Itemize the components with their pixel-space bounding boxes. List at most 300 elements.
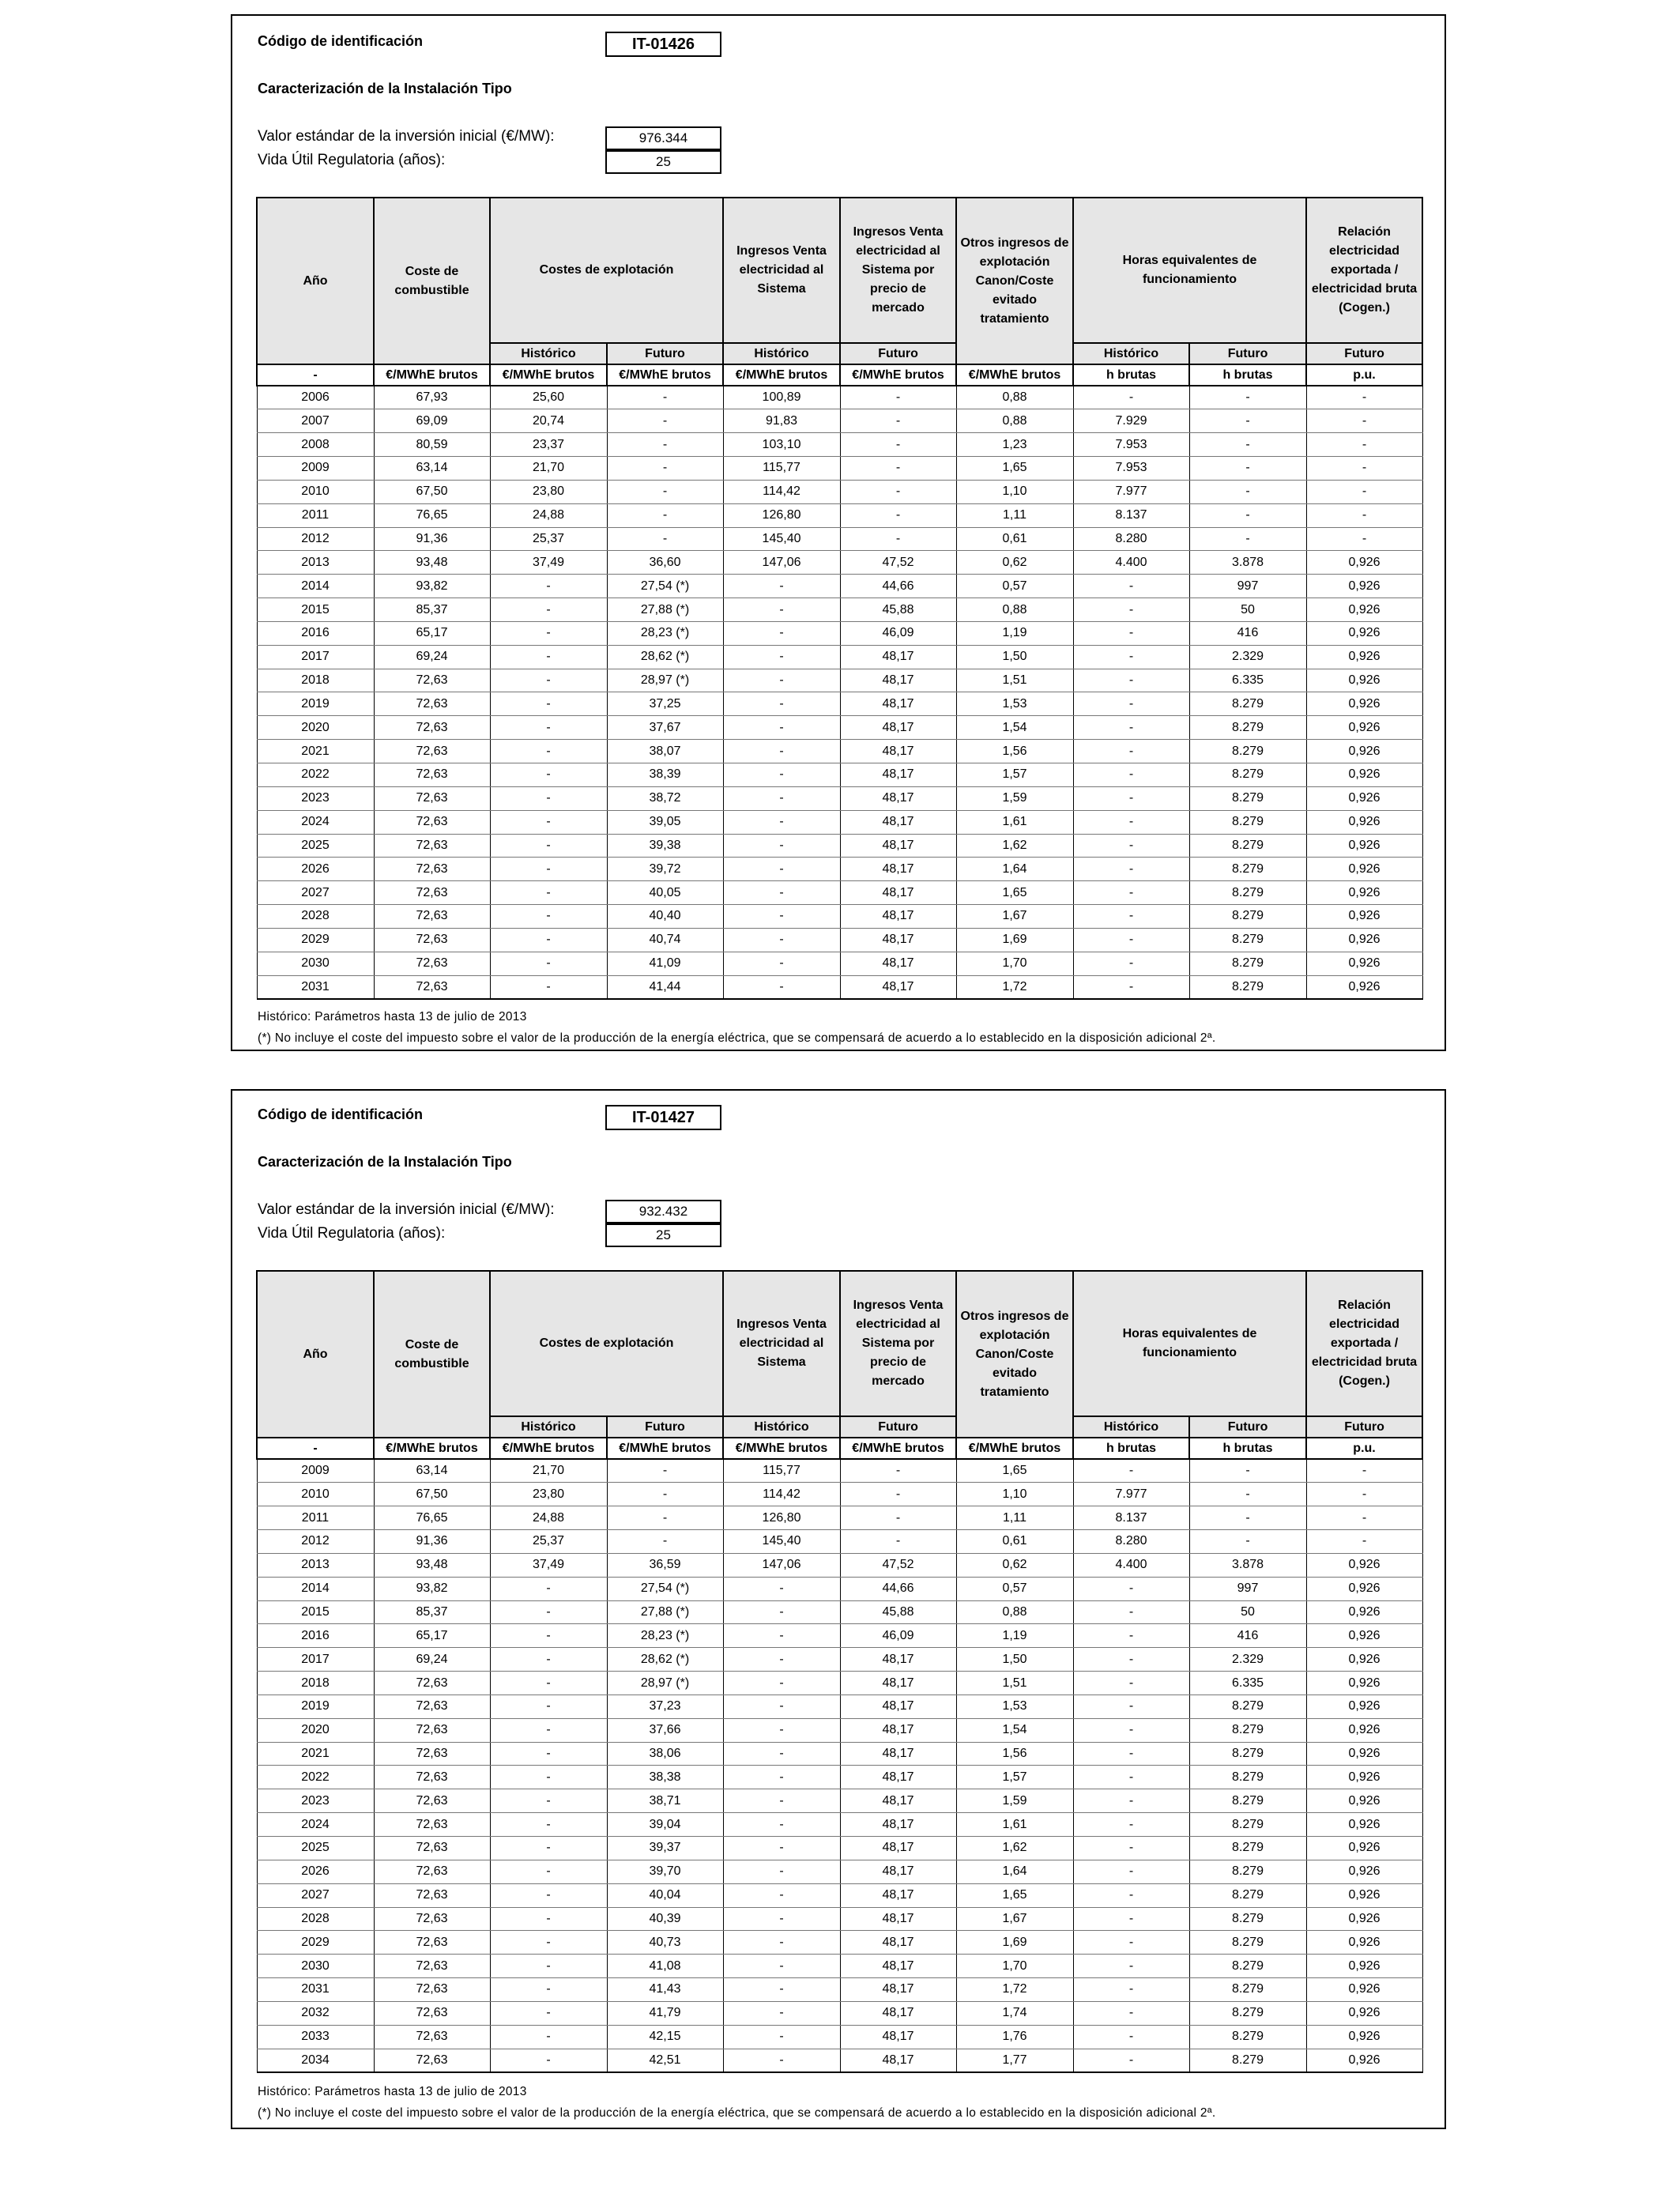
table-cell: 8.279 (1189, 1718, 1306, 1742)
unit-mwhe: €/MWhE brutos (723, 1438, 840, 1459)
unit-mwhe: €/MWhE brutos (374, 1438, 490, 1459)
table-cell: 8.279 (1189, 1837, 1306, 1860)
table-cell: - (723, 575, 840, 598)
table-cell: - (1306, 1506, 1422, 1530)
table-cell: 72,63 (374, 2001, 490, 2025)
table-cell: 48,17 (840, 928, 956, 952)
unit-mwhe: €/MWhE brutos (607, 1438, 723, 1459)
table-cell: - (723, 810, 840, 834)
table-cell: 41,44 (607, 975, 723, 999)
table-cell: 72,63 (374, 834, 490, 858)
table-row (257, 786, 1422, 810)
table-cell: 48,17 (840, 1766, 956, 1789)
table-cell: 0,62 (956, 1553, 1073, 1577)
table-cell: 23,80 (490, 1483, 607, 1506)
subheader-futuro: Futuro (1306, 1416, 1422, 1438)
table-cell: - (1189, 480, 1306, 503)
table-cell: - (1073, 598, 1189, 622)
table-cell: 91,36 (374, 527, 490, 551)
table-cell: 7.953 (1073, 457, 1189, 481)
table-row (257, 740, 1422, 763)
table-cell: 0,926 (1306, 975, 1422, 999)
table-cell: 1,50 (956, 645, 1073, 669)
table-cell: 126,80 (723, 503, 840, 527)
table-cell: 0,926 (1306, 928, 1422, 952)
table-cell: - (723, 692, 840, 716)
table-cell: 0,926 (1306, 1742, 1422, 1766)
table-cell: 67,93 (374, 386, 490, 409)
table-cell: - (1073, 1907, 1189, 1931)
table-cell: 72,63 (374, 1742, 490, 1766)
life-label: Vida Útil Regulatoria (años): (258, 1225, 446, 1242)
investment-value: 976.344 (605, 126, 721, 150)
table-cell: - (1073, 386, 1189, 409)
table-cell: 147,06 (723, 551, 840, 575)
table-cell: 72,63 (374, 786, 490, 810)
investment-value: 932.432 (605, 1200, 721, 1223)
table-cell: 48,17 (840, 716, 956, 740)
unit-h: h brutas (1073, 1438, 1189, 1459)
table-cell: 48,17 (840, 1718, 956, 1742)
table-cell: 2012 (257, 1530, 374, 1554)
table-cell: 48,17 (840, 645, 956, 669)
unit-pu: p.u. (1306, 1438, 1422, 1459)
table-row (257, 1672, 1422, 1695)
table-cell: 2023 (257, 1789, 374, 1813)
table-cell: 72,63 (374, 1860, 490, 1883)
table-cell: - (723, 1600, 840, 1624)
code-label: Código de identificación (258, 33, 424, 49)
table-cell: - (723, 1837, 840, 1860)
table-cell: 1,65 (956, 1459, 1073, 1483)
table-cell: 8.280 (1073, 527, 1189, 551)
table-cell: 48,17 (840, 1883, 956, 1907)
table-cell: 7.977 (1073, 480, 1189, 503)
table-cell: 48,17 (840, 1648, 956, 1672)
table-cell: 8.279 (1189, 952, 1306, 975)
table-cell: - (1189, 1530, 1306, 1554)
table-cell: 48,17 (840, 1978, 956, 2002)
unit-anio: - (257, 1438, 374, 1459)
table-cell: 72,63 (374, 928, 490, 952)
table-cell: 48,17 (840, 669, 956, 692)
table-cell: 2025 (257, 834, 374, 858)
table-cell: - (723, 1931, 840, 1955)
table-cell: - (723, 2001, 840, 2025)
table-cell: 997 (1189, 575, 1306, 598)
table-cell: - (490, 1742, 607, 1766)
table-cell: 41,08 (607, 1955, 723, 1978)
table-cell: - (723, 1648, 840, 1672)
table-row (257, 480, 1422, 503)
table-cell: 1,62 (956, 834, 1073, 858)
table-cell: - (1189, 503, 1306, 527)
table-cell: 46,09 (840, 621, 956, 645)
table-cell: 4.400 (1073, 1553, 1189, 1577)
table-cell: 25,37 (490, 527, 607, 551)
table-cell: 0,926 (1306, 1600, 1422, 1624)
table-cell: - (1073, 928, 1189, 952)
table-cell: 147,06 (723, 1553, 840, 1577)
table-cell: 48,17 (840, 952, 956, 975)
table-cell: 2016 (257, 621, 374, 645)
table-cell: 72,63 (374, 716, 490, 740)
table-cell: - (840, 480, 956, 503)
table-cell: - (723, 1860, 840, 1883)
table-cell: 1,67 (956, 905, 1073, 929)
table-cell: 36,60 (607, 551, 723, 575)
table-cell: 2029 (257, 1931, 374, 1955)
table-row (257, 433, 1422, 457)
table-cell: 0,926 (1306, 810, 1422, 834)
table-cell: 27,54 (*) (607, 1577, 723, 1600)
table-cell: - (607, 503, 723, 527)
table-cell: 24,88 (490, 1506, 607, 1530)
table-cell: 2029 (257, 928, 374, 952)
table-cell: 23,37 (490, 433, 607, 457)
code-value: IT-01427 (605, 1105, 721, 1130)
table-cell: - (1306, 503, 1422, 527)
table-cell: 39,70 (607, 1860, 723, 1883)
table-cell: 39,72 (607, 858, 723, 881)
table-cell: 8.137 (1073, 1506, 1189, 1530)
table-cell: 0,88 (956, 386, 1073, 409)
table-cell: 8.279 (1189, 881, 1306, 905)
table-row (257, 598, 1422, 622)
table-cell: 2025 (257, 1837, 374, 1860)
table-cell: - (490, 1907, 607, 1931)
table-row (257, 716, 1422, 740)
table-cell: 69,24 (374, 1648, 490, 1672)
table-cell: 63,14 (374, 457, 490, 481)
table-cell: 27,88 (*) (607, 1600, 723, 1624)
table-cell: 8.279 (1189, 740, 1306, 763)
installation-sheet-it-01427 (231, 1089, 1446, 2129)
subheader-historico: Histórico (723, 343, 840, 364)
table-cell: - (723, 905, 840, 929)
table-cell: 47,52 (840, 1553, 956, 1577)
table-cell: 37,25 (607, 692, 723, 716)
table-cell: 0,926 (1306, 881, 1422, 905)
table-cell: 65,17 (374, 621, 490, 645)
table-cell: 2019 (257, 1695, 374, 1718)
table-cell: 2020 (257, 1718, 374, 1742)
table-cell: 0,926 (1306, 1789, 1422, 1813)
table-cell: - (723, 740, 840, 763)
table-cell: 1,51 (956, 1672, 1073, 1695)
table-cell: 8.279 (1189, 763, 1306, 787)
table-cell: 2028 (257, 1907, 374, 1931)
table-cell: - (607, 480, 723, 503)
table-cell: - (490, 669, 607, 692)
table-cell: 2018 (257, 1672, 374, 1695)
table-cell: - (607, 527, 723, 551)
table-cell: 0,926 (1306, 858, 1422, 881)
table-cell: 2009 (257, 1459, 374, 1483)
table-cell: 41,43 (607, 1978, 723, 2002)
table-cell: 40,04 (607, 1883, 723, 1907)
table-row (257, 1860, 1422, 1883)
table-cell: 2027 (257, 1883, 374, 1907)
table-cell: 37,66 (607, 1718, 723, 1742)
table-cell: 72,63 (374, 1813, 490, 1837)
table-cell: 0,926 (1306, 834, 1422, 858)
table-cell: - (1306, 1530, 1422, 1554)
table-cell: 2031 (257, 975, 374, 999)
header-ingresos-mercado: Ingresos Venta electricidad al Sistema por precio de mercado (840, 1271, 956, 1416)
header-otros-ingresos: Otros ingresos de explotación Canon/Coste evitado tratamiento (956, 198, 1073, 364)
note-asterisk: (*) No incluye el coste del impuesto sobre el valor de la producción de la energía eléctrica, que se compensará de acuerdo a lo establecido en la disposición adicional 2ª. (258, 1031, 1216, 1045)
table-cell: 48,17 (840, 1742, 956, 1766)
table-cell: 38,06 (607, 1742, 723, 1766)
table-cell: 1,61 (956, 1813, 1073, 1837)
table-cell: 0,926 (1306, 1766, 1422, 1789)
table-cell: 93,48 (374, 1553, 490, 1577)
table-cell: - (1073, 575, 1189, 598)
table-row (257, 386, 1422, 409)
table-cell: 48,17 (840, 1837, 956, 1860)
subheader-futuro: Futuro (1306, 343, 1422, 364)
table-cell: - (1073, 1672, 1189, 1695)
table-cell: - (1189, 1506, 1306, 1530)
table-cell: 8.279 (1189, 834, 1306, 858)
table-cell: - (723, 2025, 840, 2049)
table-cell: 0,926 (1306, 1718, 1422, 1742)
table-cell: 39,37 (607, 1837, 723, 1860)
table-cell: - (490, 1955, 607, 1978)
table-cell: 85,37 (374, 598, 490, 622)
table-cell: 0,926 (1306, 669, 1422, 692)
table-row (257, 1931, 1422, 1955)
table-cell: - (490, 692, 607, 716)
table-cell: 28,97 (*) (607, 1672, 723, 1695)
table-cell: 114,42 (723, 480, 840, 503)
table-cell: 2030 (257, 952, 374, 975)
table-cell: - (723, 1907, 840, 1931)
table-row (257, 1907, 1422, 1931)
table-cell: 103,10 (723, 433, 840, 457)
table-cell: 0,926 (1306, 1931, 1422, 1955)
unit-pu: p.u. (1306, 364, 1422, 386)
table-cell: 72,63 (374, 1672, 490, 1695)
table-cell: 2009 (257, 457, 374, 481)
table-cell: 46,09 (840, 1624, 956, 1648)
note-historico: Histórico: Parámetros hasta 13 de julio de 2013 (258, 1010, 527, 1023)
table-cell: 93,82 (374, 575, 490, 598)
table-cell: 63,14 (374, 1459, 490, 1483)
table-cell: 48,17 (840, 740, 956, 763)
table-cell: 1,61 (956, 810, 1073, 834)
table-cell: - (607, 433, 723, 457)
table-cell: 2012 (257, 527, 374, 551)
table-cell: - (723, 1718, 840, 1742)
table-cell: - (490, 2025, 607, 2049)
table-cell: - (607, 409, 723, 433)
note-asterisk: (*) No incluye el coste del impuesto sobre el valor de la producción de la energía eléctrica, que se compensará de acuerdo a lo establecido en la disposición adicional 2ª. (258, 2106, 1216, 2120)
table-cell: 115,77 (723, 457, 840, 481)
table-cell: 48,17 (840, 905, 956, 929)
unit-mwhe: €/MWhE brutos (956, 364, 1073, 386)
table-cell: 0,57 (956, 1577, 1073, 1600)
table-cell: 72,63 (374, 1766, 490, 1789)
table-body (257, 386, 1422, 999)
table-cell: 1,74 (956, 2001, 1073, 2025)
table-cell: 47,52 (840, 551, 956, 575)
header-horas: Horas equivalentes de funcionamiento (1073, 198, 1306, 343)
table-cell: - (490, 1672, 607, 1695)
table-cell: - (1306, 386, 1422, 409)
table-cell: - (1073, 1695, 1189, 1718)
table-cell: - (723, 1883, 840, 1907)
table-cell: 2027 (257, 881, 374, 905)
table-cell: - (723, 669, 840, 692)
table-cell: 0,926 (1306, 1860, 1422, 1883)
table-row (257, 1648, 1422, 1672)
table-cell: 48,17 (840, 1695, 956, 1718)
header-anio: Año (257, 198, 374, 364)
table-cell: - (723, 786, 840, 810)
table-cell: - (490, 1978, 607, 2002)
table-cell: 2032 (257, 2001, 374, 2025)
table-cell: 0,926 (1306, 1648, 1422, 1672)
table-cell: - (840, 433, 956, 457)
table-row (257, 1978, 1422, 2002)
table-row (257, 669, 1422, 692)
table-cell: 38,72 (607, 786, 723, 810)
table-cell: - (490, 1600, 607, 1624)
table-cell: - (723, 1577, 840, 1600)
unit-h: h brutas (1189, 1438, 1306, 1459)
table-cell: 8.279 (1189, 905, 1306, 929)
table-row (257, 1742, 1422, 1766)
table-cell: - (1073, 669, 1189, 692)
table-cell: - (1073, 1766, 1189, 1789)
table-cell: - (1073, 858, 1189, 881)
table-cell: 37,23 (607, 1695, 723, 1718)
installation-sheet-it-01426 (231, 14, 1446, 1051)
table-cell: - (490, 786, 607, 810)
table-cell: 72,63 (374, 669, 490, 692)
table-cell: 20,74 (490, 409, 607, 433)
table-cell: - (1073, 1978, 1189, 2002)
table-cell: 1,69 (956, 928, 1073, 952)
subheader-futuro: Futuro (607, 1416, 723, 1438)
table-cell: 1,10 (956, 1483, 1073, 1506)
table-cell: 0,88 (956, 1600, 1073, 1624)
table-cell: 45,88 (840, 1600, 956, 1624)
table-cell: 37,67 (607, 716, 723, 740)
table-cell: 72,63 (374, 1718, 490, 1742)
table-cell: - (1306, 409, 1422, 433)
table-cell: 48,17 (840, 1789, 956, 1813)
table-cell: 8.279 (1189, 1907, 1306, 1931)
table-cell: - (490, 881, 607, 905)
table-cell: 48,17 (840, 975, 956, 999)
subheader-historico: Histórico (723, 1416, 840, 1438)
table-cell: 0,926 (1306, 786, 1422, 810)
table-cell: 44,66 (840, 1577, 956, 1600)
table-cell: 1,11 (956, 1506, 1073, 1530)
unit-anio: - (257, 364, 374, 386)
table-cell: - (1306, 480, 1422, 503)
header-ingresos-venta: Ingresos Venta electricidad al Sistema (723, 198, 840, 343)
table-row (257, 1624, 1422, 1648)
table-cell: - (840, 1459, 956, 1483)
table-cell: 8.279 (1189, 1860, 1306, 1883)
table-cell: - (723, 1766, 840, 1789)
table-cell: 72,63 (374, 1695, 490, 1718)
table-cell: 145,40 (723, 527, 840, 551)
table-cell: 72,63 (374, 1955, 490, 1978)
table-cell: 72,63 (374, 810, 490, 834)
table-row (257, 2049, 1422, 2072)
table-cell: - (490, 1648, 607, 1672)
table-cell: - (490, 1860, 607, 1883)
table-cell: 8.279 (1189, 716, 1306, 740)
table-cell: - (490, 1931, 607, 1955)
table-cell: - (490, 810, 607, 834)
table-cell: 40,05 (607, 881, 723, 905)
table-cell: 48,17 (840, 2001, 956, 2025)
table-cell: 2015 (257, 1600, 374, 1624)
table-cell: 997 (1189, 1577, 1306, 1600)
table-row (257, 645, 1422, 669)
table-cell: 72,63 (374, 692, 490, 716)
table-cell: 0,926 (1306, 2049, 1422, 2072)
table-cell: 1,56 (956, 1742, 1073, 1766)
table-cell: 28,97 (*) (607, 669, 723, 692)
table-cell: - (490, 621, 607, 645)
table-cell: 2011 (257, 503, 374, 527)
table-cell: - (840, 457, 956, 481)
table-cell: - (1073, 975, 1189, 999)
table-cell: - (723, 1789, 840, 1813)
table-cell: 0,926 (1306, 1553, 1422, 1577)
table-cell: - (840, 386, 956, 409)
table-cell: 93,82 (374, 1577, 490, 1600)
table-cell: 0,926 (1306, 575, 1422, 598)
table-row (257, 551, 1422, 575)
table-cell: 1,51 (956, 669, 1073, 692)
table-cell: 48,17 (840, 2025, 956, 2049)
table-cell: 1,23 (956, 433, 1073, 457)
table-cell: 1,54 (956, 716, 1073, 740)
table-cell: 38,38 (607, 1766, 723, 1789)
table-cell: - (490, 952, 607, 975)
table-cell: - (1073, 881, 1189, 905)
table-cell: 48,17 (840, 810, 956, 834)
table-row (257, 1955, 1422, 1978)
table-row (257, 1837, 1422, 1860)
table-cell: 1,19 (956, 1624, 1073, 1648)
table-row (257, 810, 1422, 834)
table-cell: 28,23 (*) (607, 621, 723, 645)
table-cell: 67,50 (374, 1483, 490, 1506)
table-row (257, 1600, 1422, 1624)
table-cell: - (723, 621, 840, 645)
table-cell: 0,926 (1306, 645, 1422, 669)
life-label: Vida Útil Regulatoria (años): (258, 152, 446, 168)
table-cell: 0,926 (1306, 905, 1422, 929)
table-cell: 0,926 (1306, 1837, 1422, 1860)
table-row (257, 2025, 1422, 2049)
table-cell: - (490, 1813, 607, 1837)
table-cell: 69,09 (374, 409, 490, 433)
table-cell: 0,926 (1306, 598, 1422, 622)
table-cell: 48,17 (840, 881, 956, 905)
table-cell: 0,926 (1306, 740, 1422, 763)
subheader-futuro: Futuro (1189, 343, 1306, 364)
